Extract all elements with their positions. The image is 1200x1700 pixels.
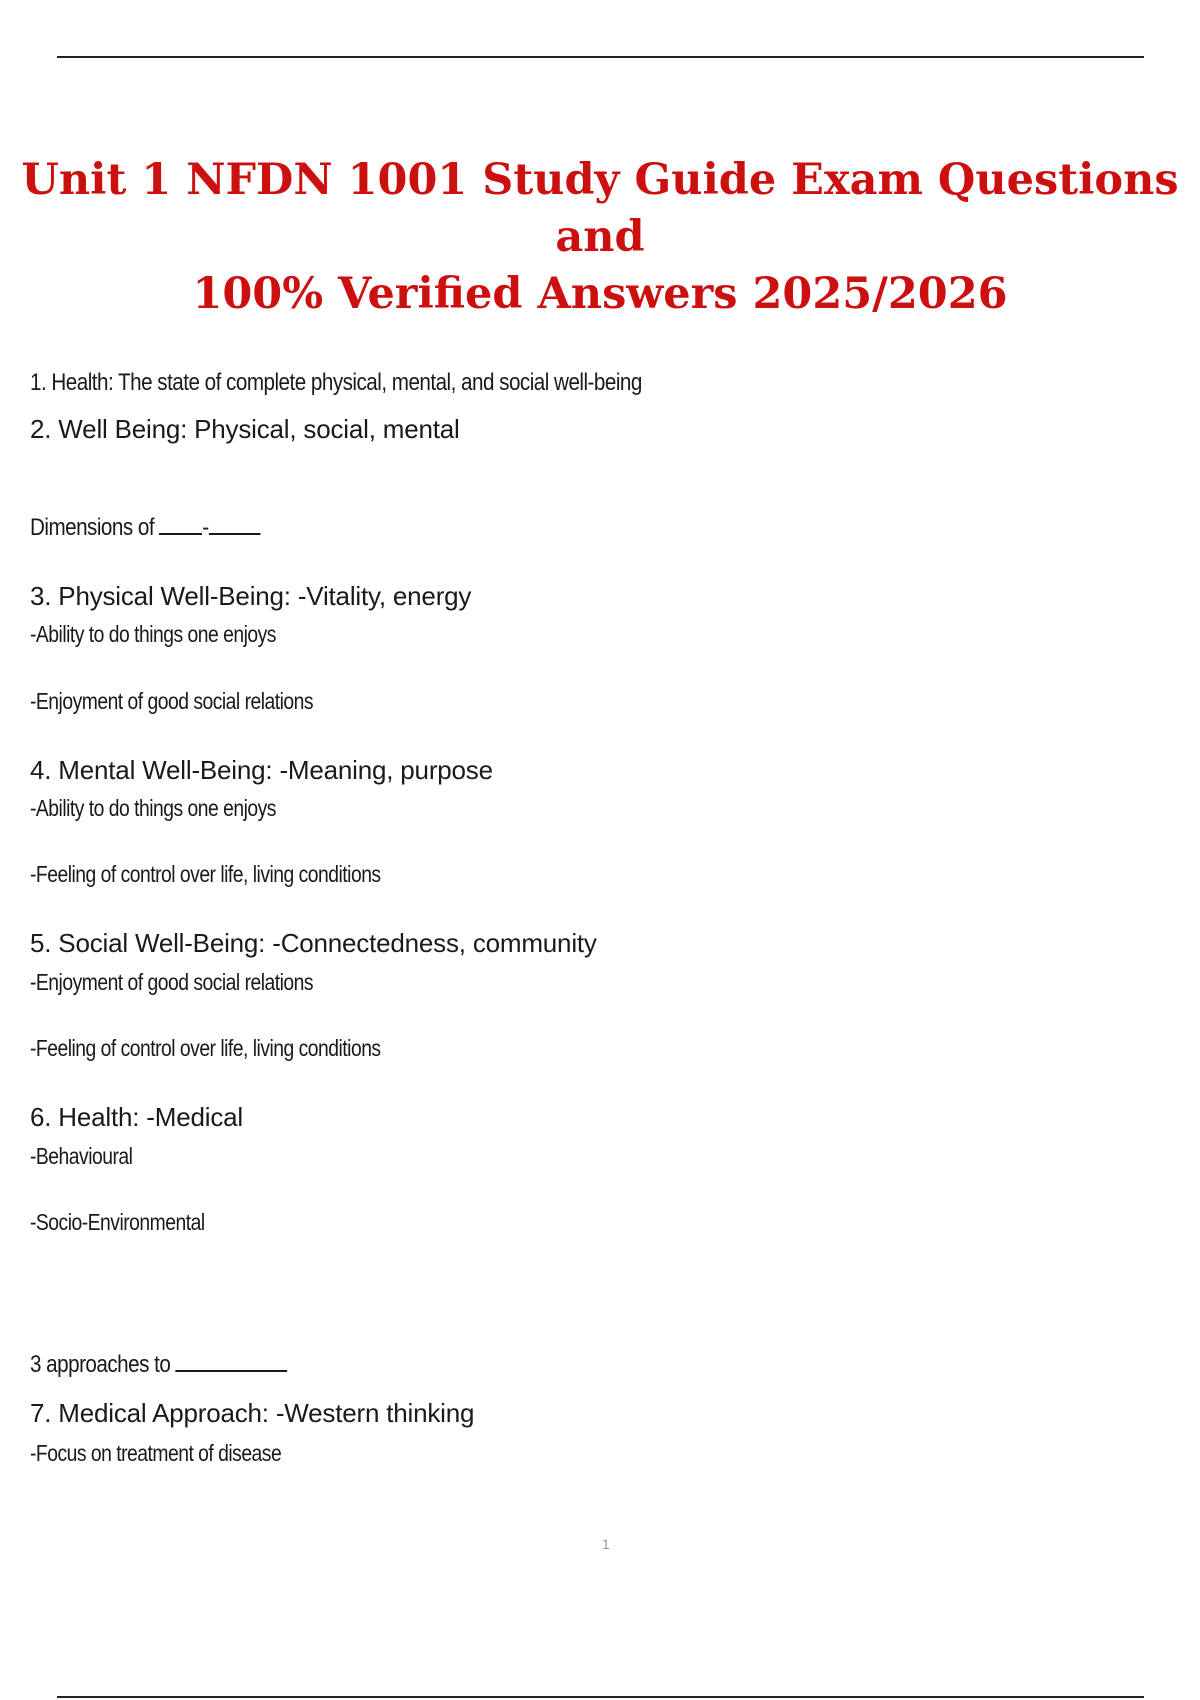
item-6-detail: -Socio-Environmental (30, 1209, 205, 1235)
item-3-detail: -Ability to do things one enjoys (30, 621, 276, 647)
section-heading-dimensions (30, 513, 260, 542)
item-4-mental-well-being: 4. Mental Well-Being: -Meaning, purpose (30, 755, 493, 785)
dimensions-separator: - (202, 514, 209, 541)
item-6-detail: -Behavioural (30, 1143, 133, 1169)
approaches-prefix: 3 approaches to (30, 1351, 176, 1378)
fill-in-blank (159, 513, 202, 535)
item-6-health: 6. Health: -Medical (30, 1102, 243, 1132)
dimensions-prefix: Dimensions of (30, 514, 160, 541)
title-line-1: Unit 1 NFDN 1001 Study Guide Exam Questions and (21, 155, 1179, 262)
fill-in-blank (176, 1350, 288, 1372)
item-7-medical-approach: 7. Medical Approach: -Western thinking (30, 1398, 475, 1428)
fill-in-blank (209, 513, 261, 535)
section-heading-approaches (30, 1350, 287, 1379)
item-5-detail: -Feeling of control over life, living conditions (30, 1035, 381, 1061)
item-4-detail: -Feeling of control over life, living conditions (30, 861, 381, 887)
page-number: 1 (602, 1536, 610, 1552)
top-rule (57, 56, 1144, 58)
item-3-physical-well-being: 3. Physical Well-Being: -Vitality, energy (30, 581, 472, 611)
item-3-detail: -Enjoyment of good social relations (30, 688, 314, 714)
item-1-health: 1. Health: The state of complete physical, mental, and social well-being (30, 369, 642, 396)
item-2-well-being: 2. Well Being: Physical, social, mental (30, 414, 460, 444)
title-line-2: 100% Verified Answers 2025/2026 (192, 269, 1008, 319)
item-4-detail: -Ability to do things one enjoys (30, 795, 276, 821)
bottom-rule (57, 1696, 1144, 1698)
item-5-detail: -Enjoyment of good social relations (30, 969, 314, 995)
item-5-social-well-being: 5. Social Well-Being: -Connectedness, community (30, 928, 597, 958)
document-title (0, 152, 1200, 323)
item-7-detail: -Focus on treatment of disease (30, 1440, 282, 1466)
